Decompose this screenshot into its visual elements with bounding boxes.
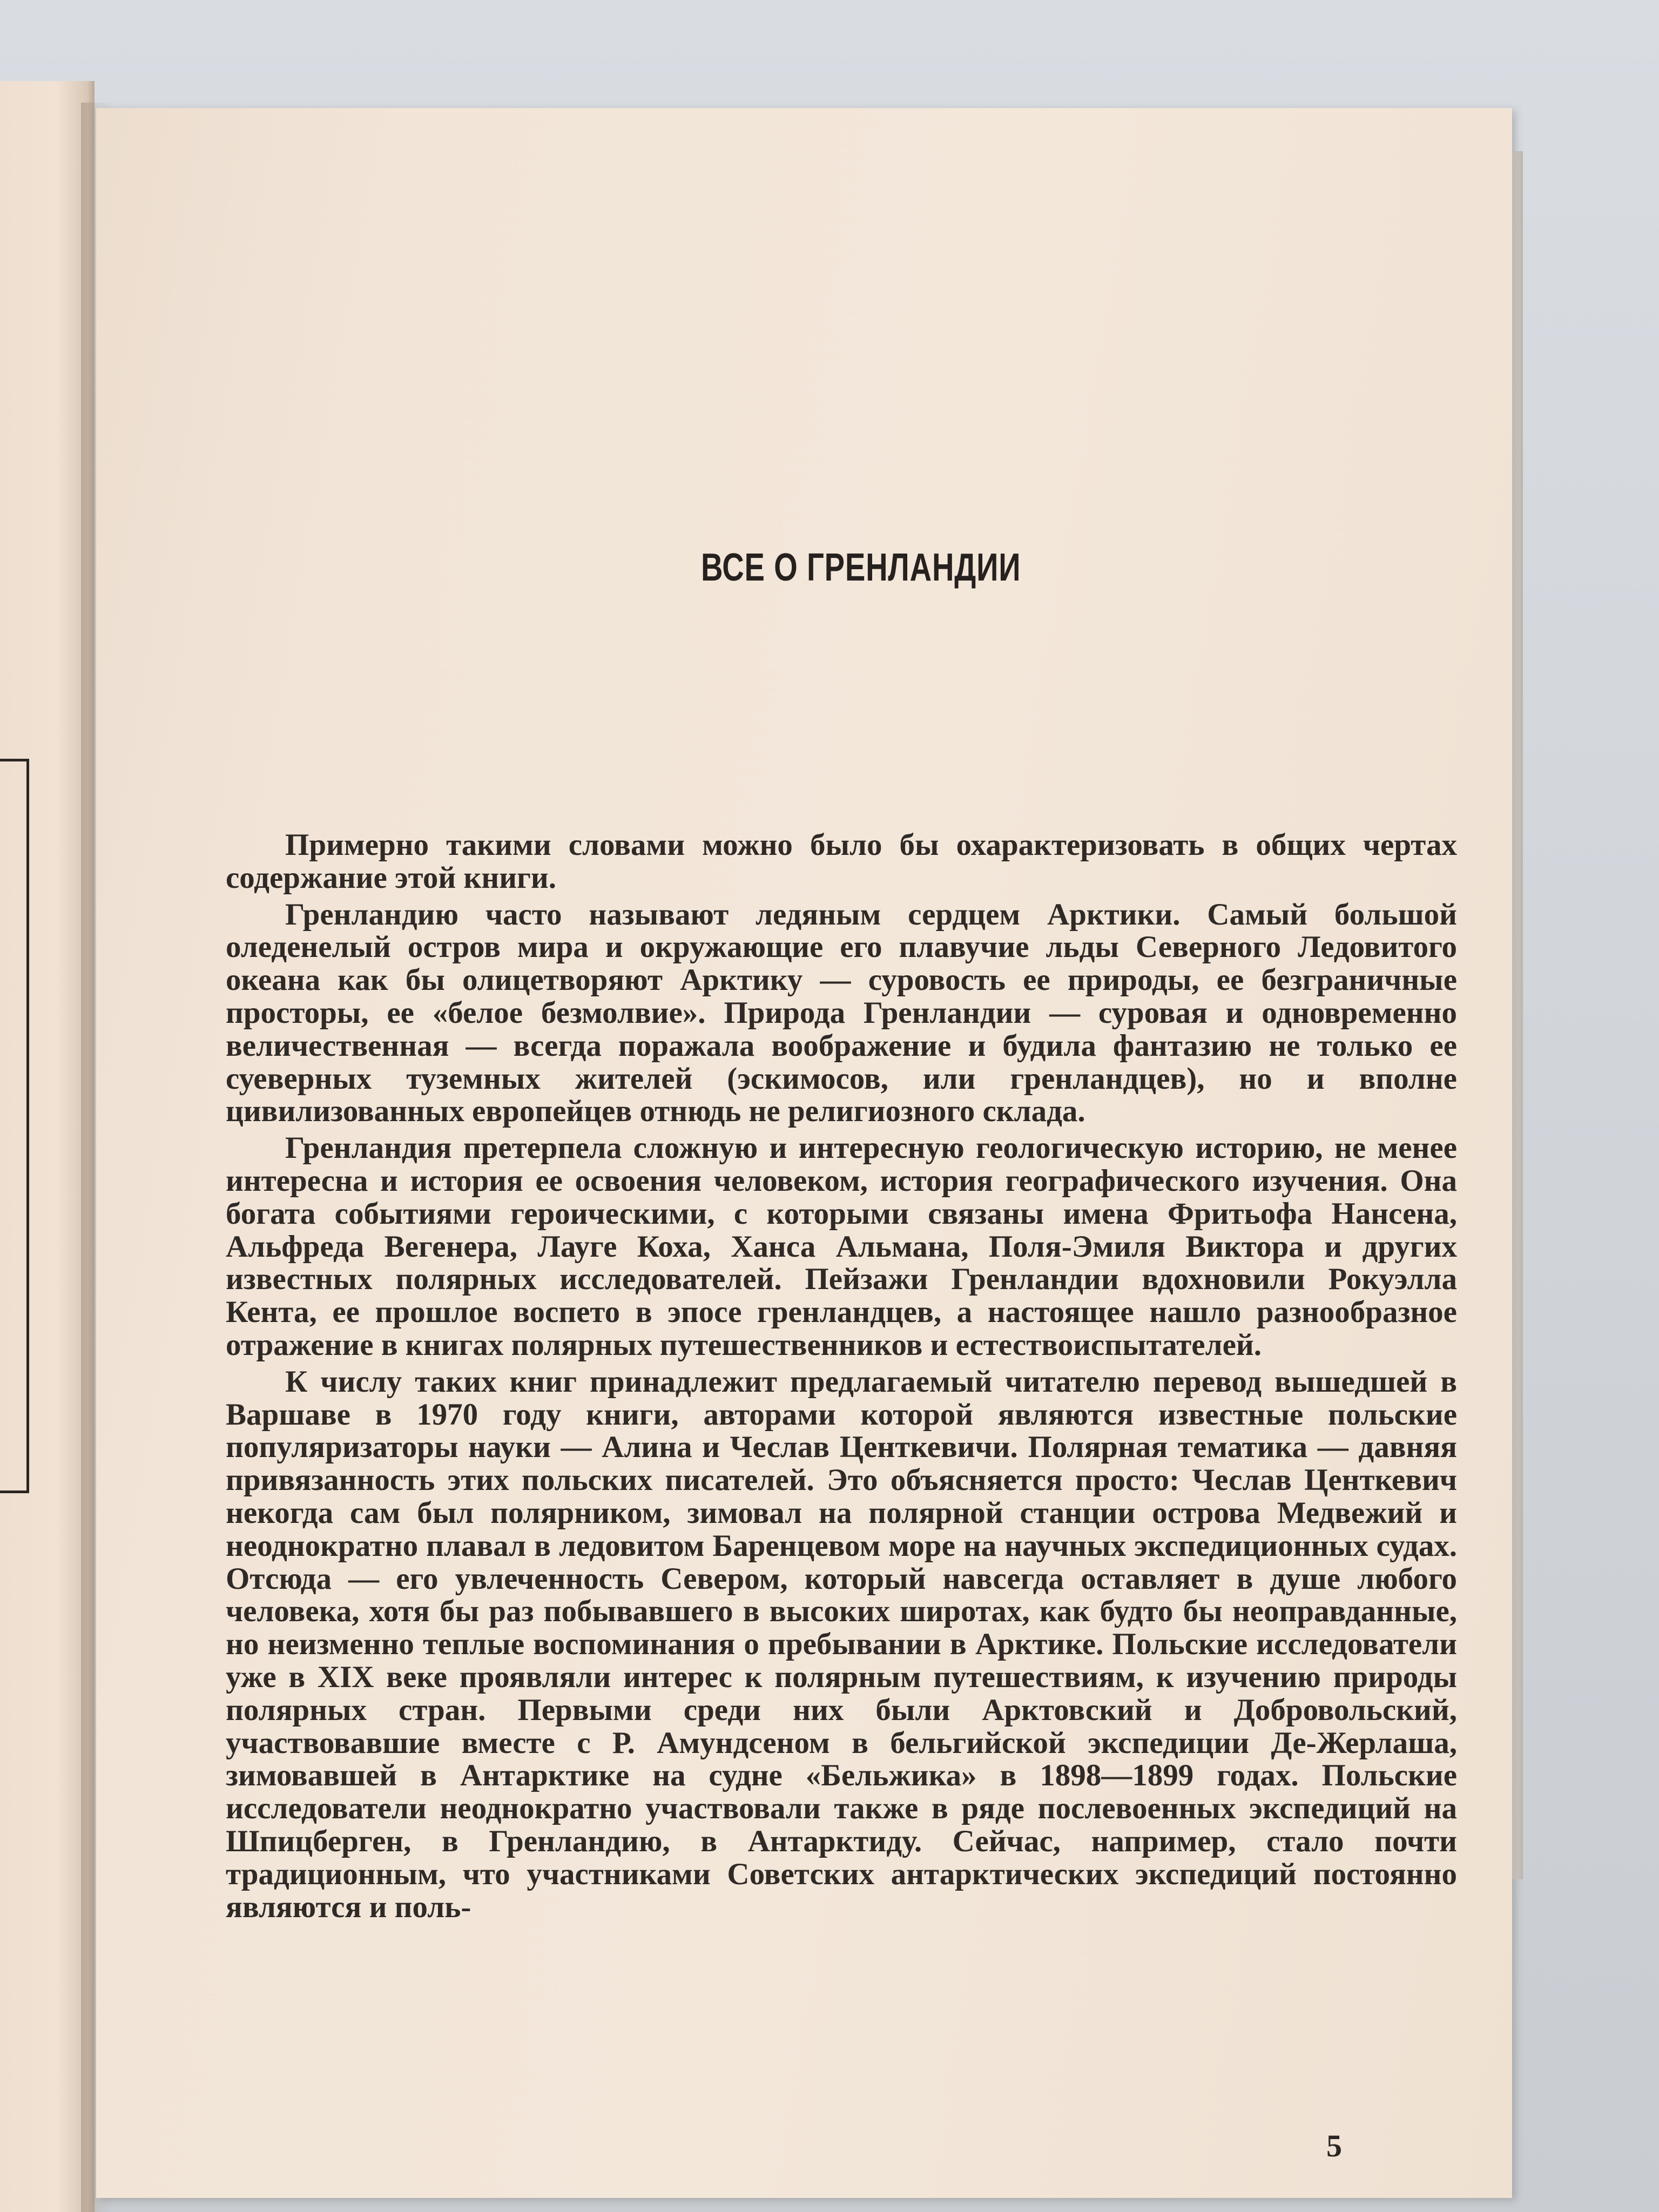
paragraph-2: Гренландию часто называют ледяным сердцем Арктики. Самый большой оледенелый остров мира и окружающие его плавучие льды Северного Ледовитого океана как бы олицетворяют Арктику — суровость ее природы, ее безграничные просторы, ее «белое безмолвие». Природа Гренландии — суровая и одновременно величественная — всегда поражала воображение и будила фантазию не только ее суеверных туземных жителей (эскимосов, или гренландцев), но и вполне цивилизованных европейцев отнюдь не религиозного склада. (226, 897, 1457, 1129)
body-text (226, 829, 1457, 1927)
paragraph-4: К числу таких книг принадлежит предлагаемый читателю перевод вышедшей в Варшаве в 1970 году книги, авторами которой являются известные польские популяризаторы науки — Алина и Чеслав Центкевичи. Полярная тематика — давняя привязанность этих польских писателей. Это объясняется просто: Чеслав Центкевич некогда сам был полярником, зимовал на полярной станции острова Медвежий и неоднократно плавал в ледовитом Баренцевом море на научных экспедиционных судах. Отсюда — его увлеченность Севером, который навсегда оставляет в душе любого человека, хотя бы раз побывавшего в высоких широтах, как будто бы неоправданные, но неизменно теплые воспоминания о пребывании в Арктике. Польские исследователи уже в XIX веке проявляли интерес к полярным путешествиям, к изучению природы полярных стран. Первыми среди них были Арктовский и Добровольский, участвовавшие вместе с Р. Амундсеном в бельгийской экспедиции Де-Жерлаша, зимовавшей в Антарктике на судне «Бельжика» в 1898—1899 годах. Польские исследователи неоднократно участвовали также в ряде послевоенных экспедиций на Шпицберген, в Гренландию, в Антарктиду. Сейчас, например, стало почти традиционным, что участниками Советских антарктических экспедиций постоянно являются и поль- (226, 1364, 1457, 1924)
chapter-title: ВСЕ О ГРЕНЛАНДИИ (701, 546, 1021, 589)
paragraph-1: Примерно такими словами можно было бы охарактеризовать в общих чертах содержание этой книги. (226, 828, 1457, 895)
book-page (96, 108, 1512, 2198)
page-number: 5 (1326, 2128, 1342, 2163)
previous-page-frame (0, 759, 29, 1493)
previous-page-edge (0, 81, 95, 2212)
paragraph-3: Гренландия претерпела сложную и интересную геологическую историю, не менее интересна и история ее освоения человеком, история географического изучения. Она богата событиями героическими, с которыми связаны имена Фритьофа Нансена, Альфреда Вегенера, Лауге Коха, Ханса Альмана, Поля-Эмиля Виктора и других известных полярных исследователей. Пейзажи Гренландии вдохновили Рокуэлла Кента, ее прошлое воспето в эпосе гренландцев, а настоящее нашло разнообразное отражение в книгах полярных путешественников и естествоиспытателей. (226, 1131, 1457, 1362)
